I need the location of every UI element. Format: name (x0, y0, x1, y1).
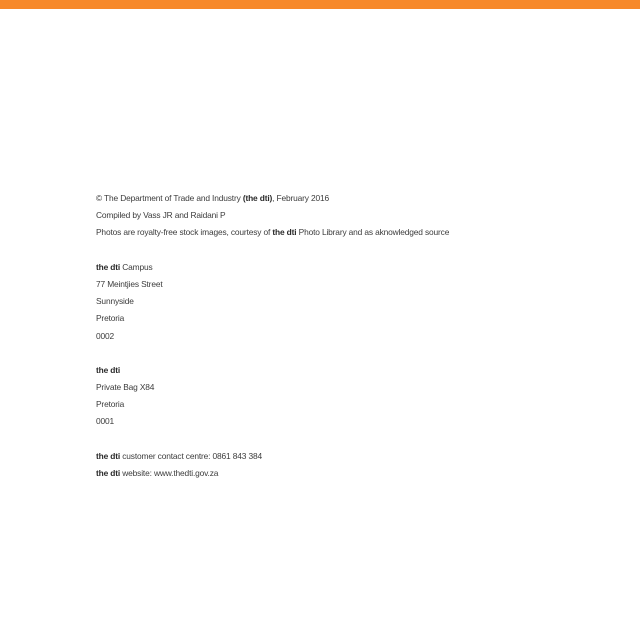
photos-suffix: Photo Library and as aknowledged source (296, 227, 450, 238)
copyright-bold: (the dti) (242, 193, 273, 203)
contact-centre-text: customer contact centre: 0861 843 384 (120, 450, 262, 461)
campus-suburb-line: Sunnyside (96, 296, 134, 307)
photos-credit-line (96, 224, 616, 241)
copyright-line (96, 190, 616, 207)
campus-code-line: 0002 (96, 330, 115, 341)
campus-name-bold: the dti (96, 261, 121, 272)
top-accent-bar (0, 0, 640, 9)
spacer (96, 242, 616, 259)
campus-street-line: 77 Meintjies Street (96, 278, 163, 289)
photos-prefix: Photos are royalty-free stock images, courtesy of (96, 227, 273, 238)
imprint-block (96, 190, 616, 482)
spacer (96, 345, 616, 362)
contact-centre-line (96, 448, 616, 465)
copyright-prefix: © The Department of Trade and Industry (96, 193, 243, 203)
postal-box-line: Private Bag X84 (96, 382, 155, 393)
website-line (96, 465, 616, 482)
postal-name-line (96, 362, 616, 379)
campus-city-line: Pretoria (96, 313, 125, 324)
copyright-suffix: , February 2016 (272, 193, 330, 203)
photos-bold: the dti (272, 227, 297, 238)
campus-name-line (96, 259, 616, 276)
website-bold: the dti (96, 468, 121, 478)
compiled-by-line: Compiled by Vass JR and Raidani P (96, 210, 226, 221)
website-text: website: www.thedti.gov.za (120, 468, 219, 478)
spacer (96, 431, 616, 448)
postal-name-bold: the dti (96, 364, 121, 375)
postal-city-line: Pretoria (96, 399, 125, 410)
postal-code-line: 0001 (96, 416, 115, 427)
campus-name-suffix: Campus (120, 261, 153, 272)
contact-centre-bold: the dti (96, 450, 121, 461)
